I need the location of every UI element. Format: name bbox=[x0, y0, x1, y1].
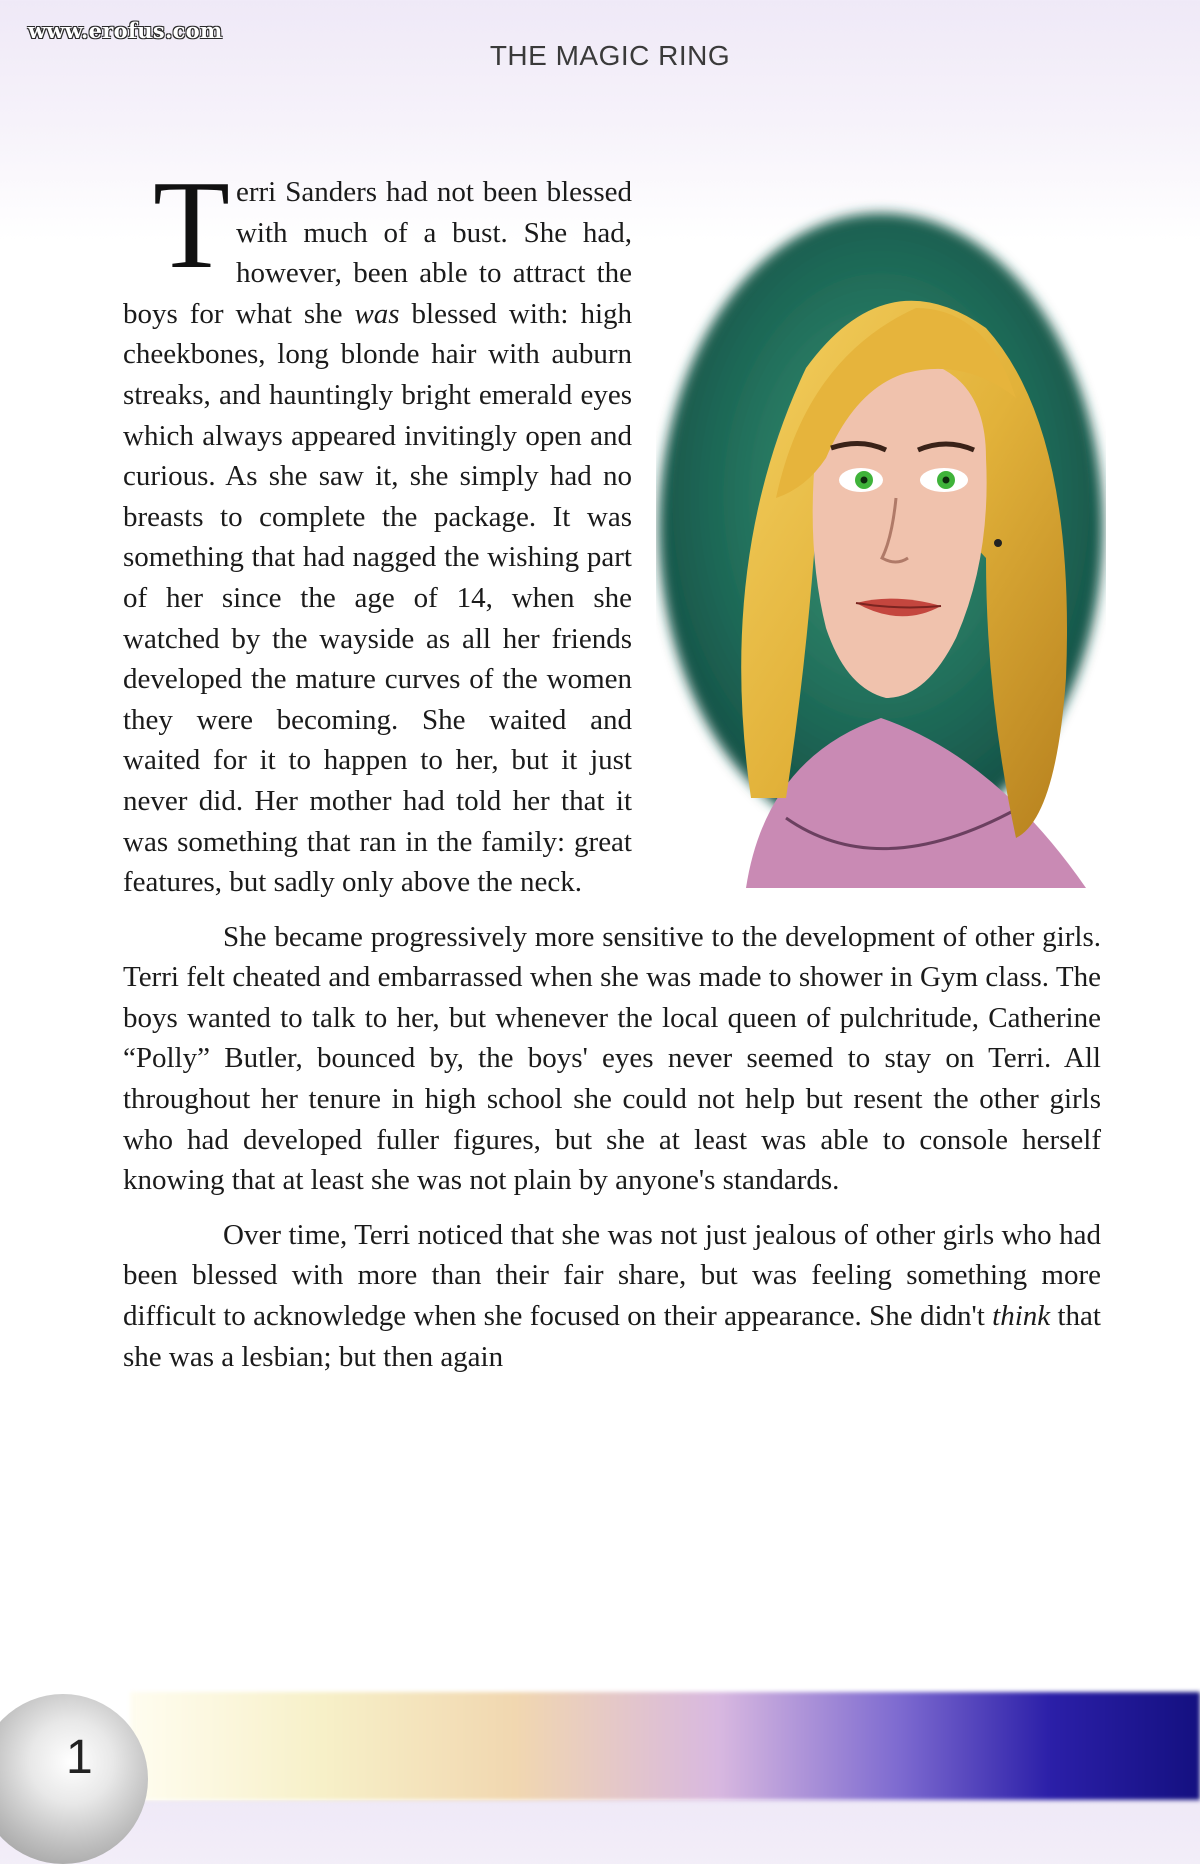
paragraph-3 bbox=[123, 1215, 1101, 1377]
running-header-title: THE MAGIC RING bbox=[489, 40, 731, 71]
italic-text: was bbox=[354, 297, 400, 330]
illustration-portrait bbox=[656, 198, 1106, 888]
italic-text: think bbox=[992, 1300, 1051, 1333]
text-run: blessed with: high cheekbones, long blonde hair with auburn streaks, and hauntingly bright emerald eyes which always appeared invitingly open and curious. As she saw it, she simply had no breasts to complete the package. It was something that had nagged the wishing part of her since the age of 14, when she watched by the wayside as all her friends developed the mature curves of the women they were becoming. She waited and waited for it to happen to her, but it just never did. Her mother had told her that it was something that ran in the family: great features, but sadly only above the neck. bbox=[123, 297, 632, 899]
text-run: Over time, Terri noticed that she was not just jealous of other girls who had been blessed with more than their fair share, but was feeling something more difficult to acknowledge when she focused on their appearance. She didn't bbox=[123, 1218, 1101, 1333]
page-number: 1 bbox=[66, 1731, 93, 1784]
footer-decorative-band bbox=[130, 1692, 1200, 1800]
drop-cap: T bbox=[153, 156, 230, 295]
text-run: She became progressively more sensitive to the development of other girls. Terri felt cheated and embarrassed when she was made to shower in Gym class. The boys wanted to talk to her, but whenever the local queen of pulchritude, Catherine “Polly” Butler, bounced by, the boys' eyes never seemed to stay on Terri. All throughout her tenure in high school she could not help but resent the other girls who had developed fuller figures, but she at least was able to console herself knowing that at least she was not plain by anyone's standards. bbox=[123, 920, 1101, 1197]
text-run: erri Sanders had not been blessed with much of a bust. She had, however, been able to attract the boys for what she bbox=[123, 176, 632, 330]
watermark: www.erofus.com bbox=[28, 18, 223, 43]
paragraph-2 bbox=[123, 917, 1101, 1201]
story-text bbox=[123, 156, 1101, 1377]
text-run: that she was a lesbian; but then again bbox=[123, 1300, 1101, 1373]
